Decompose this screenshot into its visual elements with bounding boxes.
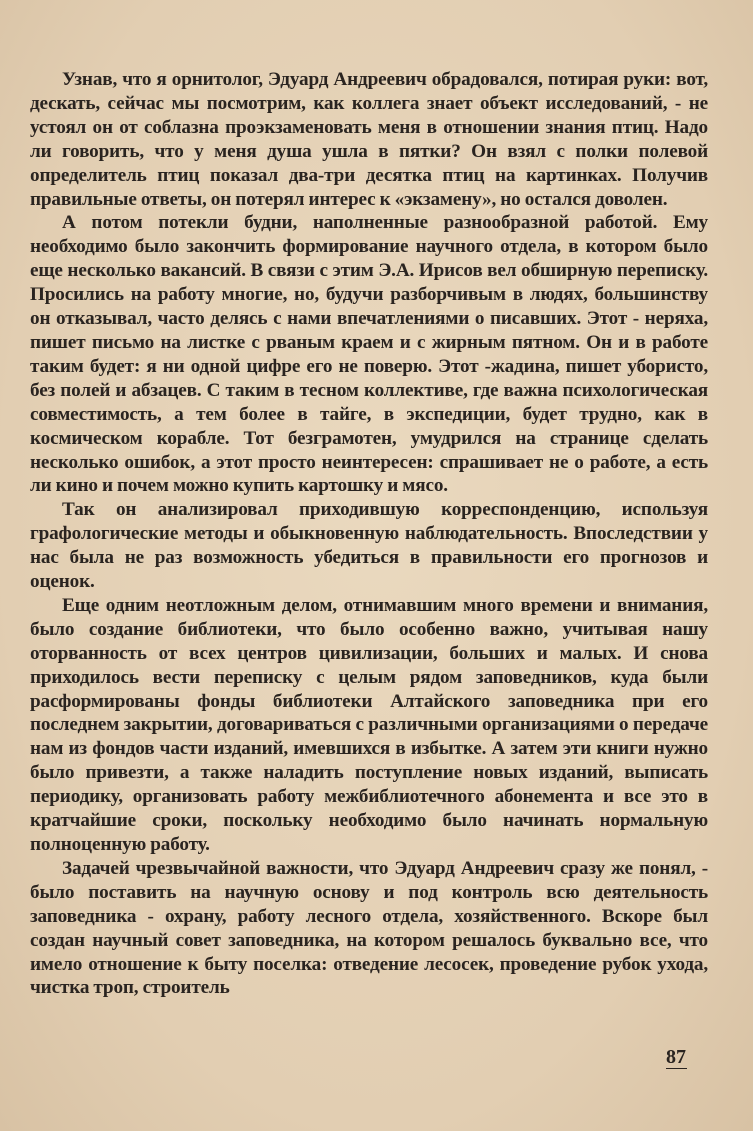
paragraph-3: Так он анализировал приходившую корреспонденцию, используя графологические методы и обыкновенную наблюдательность. Впоследствии у нас была не раз возможность убедиться в правильности его прогнозов и оценок. [30, 499, 708, 593]
paragraph-1: Узнав, что я орнитолог, Эдуард Андреевич обрадовался, потирая руки: вот, дескать, сейчас мы посмотрим, как коллега знает объект исследований, - не устоял он от соблазна проэкзаменовать меня в отношении знания птиц. Надо ли говорить, что у меня душа ушла в пятки? Он взял с полки полевой определитель птиц показал два-три десятка птиц на картинках. Получив правильные ответы, он потерял интерес к «экзамену», но остался доволен. [30, 69, 708, 210]
paragraph-5: Задачей чрезвычайной важности, что Эдуард Андреевич сразу же понял, - было поставить на научную основу и под контроль всю деятельность заповедника - охрану, работу лесного отдела, хозяйственного. Вскоре был создан научный совет заповедника, на котором решалось буквально все, что имело отношение к быту поселка: отведение лесосек, проведение рубок ухода, чистка троп, строитель [30, 857, 708, 999]
body-text [30, 68, 708, 1000]
page-number: 87 [666, 1046, 686, 1068]
paragraph-2: А потом потекли будни, наполненные разнообразной работой. Ему необходимо было закончить формирование научного отдела, в котором было еще несколько вакансий. В связи с этим Э.А. Ирисов вел обширную переписку. Просились на работу многие, но, будучи разборчивым в людях, большинству он отказывал, часто делясь с нами впечатлениями о писавших. Этот - неряха, пишет письмо на листке с рваным краем и с жирным пятном. Он и в работе таким будет: я ни одной цифре его не поверю. Этот -жадина, пишет убористо, без полей и абзацев. С таким в тесном коллективе, где важна психологическая совместимость, а тем более в тайге, в экспедиции, будет трудно, как в космическом корабле. Тот безграмотен, умудрился на странице сделать несколько ошибок, а этот просто неинтересен: спрашивает не о работе, а есть ли кино и почем можно купить картошку и мясо. [30, 212, 708, 497]
paragraph-4: Еще одним неотложным делом, отнимавшим много времени и внимания, было создание библиотеки, что было особенно важно, учитывая нашу оторванность от всех центров цивилизации, больших и малых. И снова приходилось вести переписку с целым рядом заповедников, куда были расформированы фонды библиотеки Алтайского заповедника при его последнем закрытии, договариваться с различными организациями о передаче нам из фондов части изданий, имевшихся в избытке. А затем эти книги нужно было привезти, а также наладить поступление новых изданий, выписать периодику, организовать работу межбиблиотечного абонемента и все это в кратчайшие сроки, поскольку необходимо было начинать нормальную полноценную работу. [30, 594, 708, 855]
